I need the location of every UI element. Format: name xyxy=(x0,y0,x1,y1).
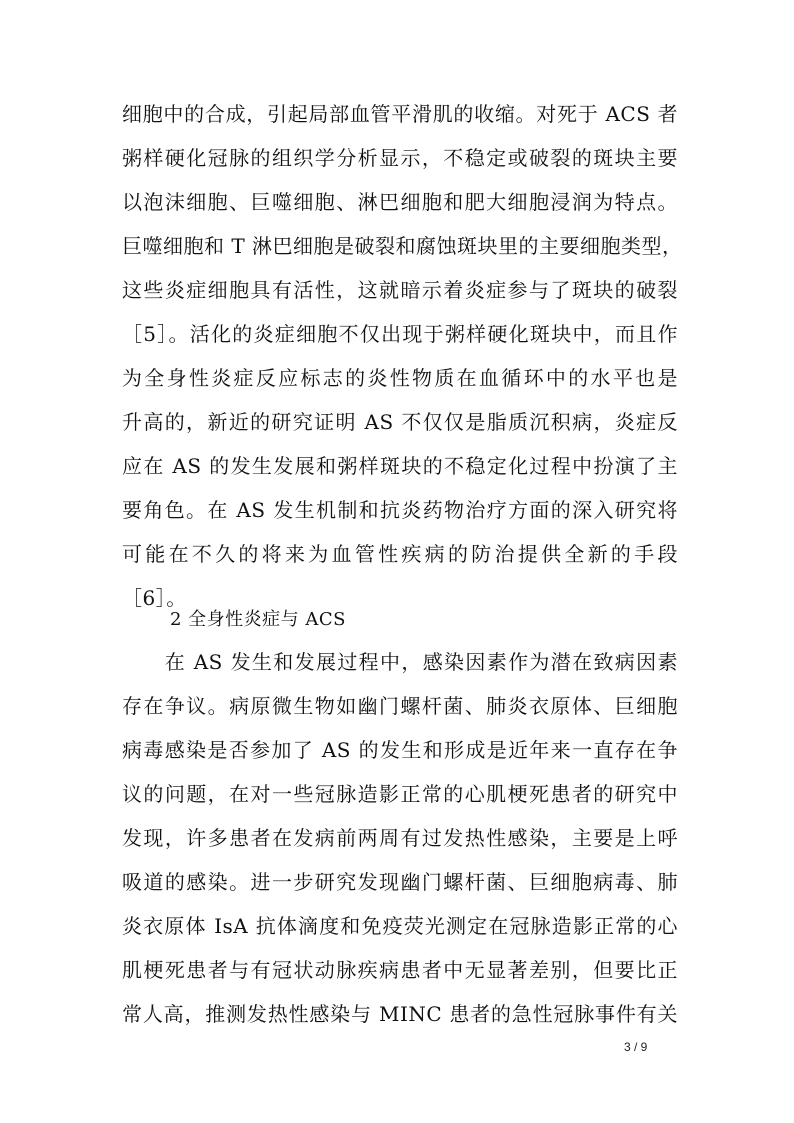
paragraph-line: 发现，许多患者在发病前两周有过发热性感染，主要是上呼 xyxy=(122,826,678,850)
paragraph-line: 可能在不久的将来为血管性疾病的防治提供全新的手段 xyxy=(122,542,678,566)
paragraph-line: 吸道的感染。进一步研究发现幽门螺杆菌、巨细胞病毒、肺 xyxy=(122,870,678,894)
paragraph-line: 议的问题，在对一些冠脉造影正常的心肌梗死患者的研究中 xyxy=(122,782,678,806)
paragraph-line: ［5］。活化的炎症细胞不仅出现于粥样硬化斑块中，而且作 xyxy=(122,322,678,346)
paragraph-line: 要角色。在 AS 发生机制和抗炎药物治疗方面的深入研究将 xyxy=(122,498,678,522)
paragraph-line: 为全身性炎症反应标志的炎性物质在血循环中的水平也是 xyxy=(122,366,678,390)
paragraph-line: 常人高，推测发热性感染与 MINC 患者的急性冠脉事件有关 xyxy=(122,1002,678,1026)
paragraph-line: 存在争议。病原微生物如幽门螺杆菌、肺炎衣原体、巨细胞 xyxy=(122,694,678,718)
paragraph-line: ［6］。 xyxy=(122,586,187,610)
paragraph-line: 在 AS 发生和发展过程中，感染因素作为潜在致病因素 xyxy=(122,650,678,674)
paragraph-line: 细胞中的合成，引起局部血管平滑肌的收缩。对死于 ACS 者 xyxy=(122,102,678,126)
paragraph-line: 炎衣原体 IsA 抗体滴度和免疫荧光测定在冠脉造影正常的心 xyxy=(122,914,678,938)
page-number: 3 / 9 xyxy=(624,1040,648,1054)
paragraph-line: 这些炎症细胞具有活性，这就暗示着炎症参与了斑块的破裂 xyxy=(122,278,678,302)
paragraph-line: 应在 AS 的发生发展和粥样斑块的不稳定化过程中扮演了主 xyxy=(122,454,678,478)
paragraph-line: 巨噬细胞和 T 淋巴细胞是破裂和腐蚀斑块里的主要细胞类型， xyxy=(122,234,683,258)
paragraph-line: 升高的，新近的研究证明 AS 不仅仅是脂质沉积病，炎症反 xyxy=(122,410,678,434)
paragraph-line: 肌梗死患者与有冠状动脉疾病患者中无显著差别，但要比正 xyxy=(122,958,678,982)
paragraph-line: 病毒感染是否参加了 AS 的发生和形成是近年来一直存在争 xyxy=(122,738,678,762)
paragraph-line: 粥样硬化冠脉的组织学分析显示，不稳定或破裂的斑块主要 xyxy=(122,146,678,170)
section-heading: 2 全身性炎症与 ACS xyxy=(170,609,346,630)
paragraph-line: 以泡沫细胞、巨噬细胞、淋巴细胞和肥大细胞浸润为特点。 xyxy=(122,190,678,214)
